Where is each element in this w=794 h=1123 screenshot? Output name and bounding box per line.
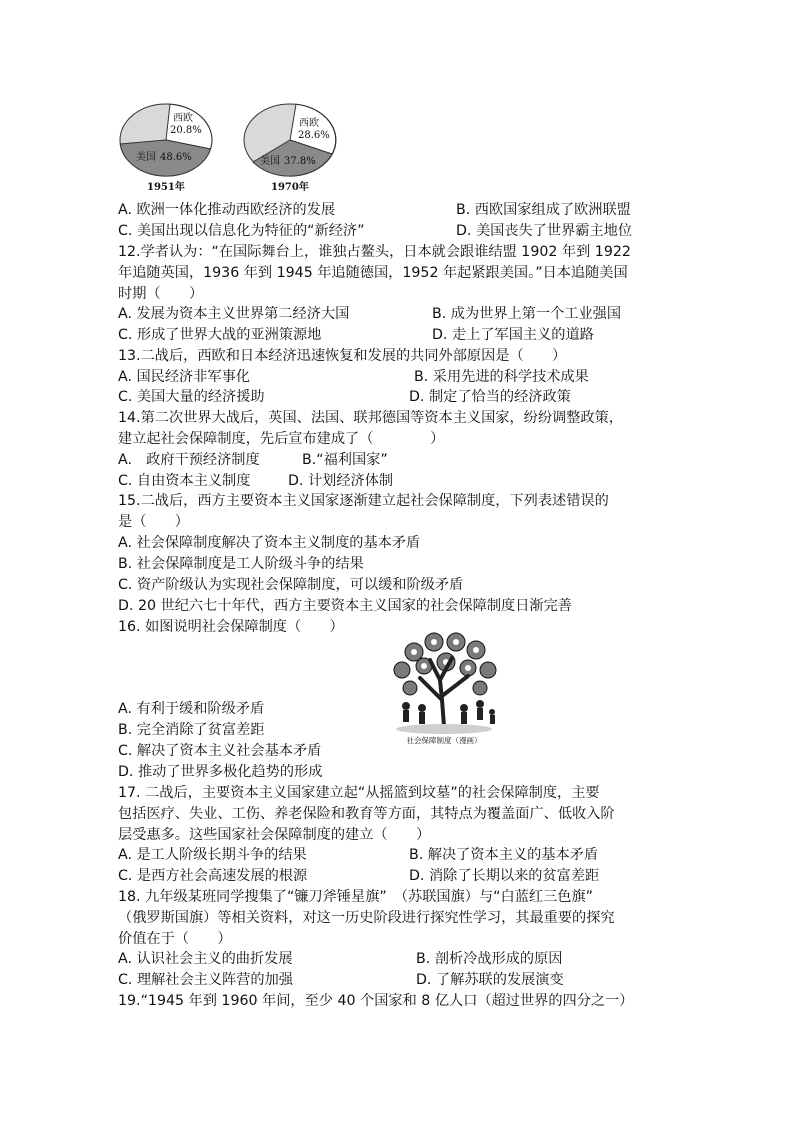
q17-option-b[interactable]: B. 解决了资本主义的基本矛盾 bbox=[409, 847, 599, 863]
q17-stem-line1: 17. 二战后，主要资本主义国家建立起“从摇篮到坟墓”的社会保障制度，主要 bbox=[118, 785, 600, 801]
q16-option-a[interactable]: A. 有利于缓和阶级矛盾 bbox=[118, 701, 265, 717]
q12-stem-line3: 时期（ ） bbox=[118, 286, 204, 302]
q18-stem-line1: 18. 九年级某班同学搜集了“镰刀斧锤星旗” （苏联国旗）与“白蓝红三色旗” bbox=[118, 889, 594, 905]
pie-value-usa: 48.6% bbox=[160, 152, 192, 163]
q18-option-d[interactable]: D. 了解苏联的发展演变 bbox=[416, 972, 564, 988]
q17-stem-line2: 包括医疗、失业、工伤、养老保险和教育等方面，其特点为覆盖面广、低收入阶 bbox=[118, 806, 615, 822]
q15-option-b[interactable]: B. 社会保障制度是工人阶级斗争的结果 bbox=[118, 556, 364, 572]
q17-option-d[interactable]: D. 消除了长期以来的贫富差距 bbox=[409, 868, 600, 884]
q18-stem-line3: 价值在于（ ） bbox=[118, 931, 232, 947]
pie-chart-1951 bbox=[118, 102, 218, 194]
social-security-cartoon bbox=[384, 630, 504, 748]
q14-stem-line1: 14.第二次世界大战后，英国、法国、联邦德国等资本主义国家，纷纷调整政策， bbox=[118, 410, 623, 426]
q11-option-b[interactable]: B. 西欧国家组成了欧洲联盟 bbox=[456, 202, 631, 218]
q15-option-c[interactable]: C. 资产阶级认为实现社会保障制度，可以缓和阶级矛盾 bbox=[118, 577, 464, 593]
q11-option-a[interactable]: A. 欧洲一体化推动西欧经济的发展 bbox=[118, 202, 336, 218]
pie-value-usa: 37.8% bbox=[284, 156, 316, 167]
q14-option-d[interactable]: D. 计划经济体制 bbox=[288, 473, 394, 489]
pie-label-usa: 美国 bbox=[260, 156, 280, 167]
q12-option-c[interactable]: C. 形成了世界大战的亚洲策源地 bbox=[118, 327, 322, 343]
q17-option-c[interactable]: C. 是西方社会高速发展的根源 bbox=[118, 868, 308, 884]
q17-option-a[interactable]: A. 是工人阶级长期斗争的结果 bbox=[118, 847, 307, 863]
pie-year-label: 1951年 bbox=[147, 182, 185, 193]
q14-option-c[interactable]: C. 自由资本主义制度 bbox=[118, 473, 251, 489]
q17-stem-line3: 层受惠多。这些国家社会保障制度的建立（ ） bbox=[118, 827, 431, 843]
pie-year-label: 1970年 bbox=[271, 182, 309, 193]
pie-chart-1970 bbox=[242, 102, 342, 194]
q15-option-a[interactable]: A. 社会保障制度解决了资本主义制度的基本矛盾 bbox=[118, 535, 421, 551]
q16-option-d[interactable]: D. 推动了世界多极化趋势的形成 bbox=[118, 764, 323, 780]
q16-option-c[interactable]: C. 解决了资本主义社会基本矛盾 bbox=[118, 743, 322, 759]
q18-stem-line2: （俄罗斯国旗）等相关资料，对这一历史阶段进行探究性学习，其最重要的探究 bbox=[118, 910, 615, 926]
q12-option-b[interactable]: B. 成为世界上第一个工业强国 bbox=[432, 306, 622, 322]
q12-option-d[interactable]: D. 走上了军国主义的道路 bbox=[432, 327, 594, 343]
q18-option-c[interactable]: C. 理解社会主义阵营的加强 bbox=[118, 972, 293, 988]
pie-label-west-europe: 西欧 bbox=[299, 118, 319, 129]
q16-stem: 16. 如图说明社会保障制度（ ） bbox=[118, 619, 344, 635]
q19-stem-line1: 19.“1945 年到 1960 年间，至少 40 个国家和 8 亿人口（超过世界的四分之一） bbox=[118, 993, 634, 1009]
q13-option-d[interactable]: D. 制定了恰当的经济政策 bbox=[409, 389, 571, 405]
q11-option-d[interactable]: D. 美国丧失了世界霸主地位 bbox=[456, 223, 633, 239]
q15-stem-line1: 15.二战后，西方主要资本主义国家逐渐建立起社会保障制度，下列表述错误的 bbox=[118, 493, 609, 509]
q13-option-c[interactable]: C. 美国大量的经济援助 bbox=[118, 389, 265, 405]
q14-option-a[interactable]: A. 政府干预经济制度 bbox=[118, 452, 260, 468]
q15-stem-line2: 是（ ） bbox=[118, 514, 189, 530]
cartoon-caption: 社会保障制度（漫画） bbox=[406, 736, 482, 745]
pie-value-west-europe: 20.8% bbox=[170, 125, 202, 136]
pie-label-usa: 美国 bbox=[136, 152, 156, 163]
pie-value-west-europe: 28.6% bbox=[298, 130, 330, 141]
q15-option-d[interactable]: D. 20 世纪六七十年代，西方主要资本主义国家的社会保障制度日渐完善 bbox=[118, 598, 572, 614]
q11-option-c[interactable]: C. 美国出现以信息化为特征的“新经济” bbox=[118, 223, 365, 239]
q16-option-b[interactable]: B. 完全消除了贫富差距 bbox=[118, 722, 265, 738]
q13-stem: 13.二战后，西欧和日本经济迅速恢复和发展的共同外部原因是（ ） bbox=[118, 348, 567, 364]
q14-stem-line2: 建立起社会保障制度，先后宣布建成了（ ） bbox=[118, 431, 445, 447]
q13-option-a[interactable]: A. 国民经济非军事化 bbox=[118, 369, 250, 385]
pie-label-west-europe: 西欧 bbox=[173, 113, 193, 124]
q12-stem-line2: 年追随英国，1936 年到 1945 年追随德国，1952 年起紧跟美国。”日本追随美国 bbox=[118, 265, 628, 281]
q14-option-b[interactable]: B.“福利国家” bbox=[302, 452, 388, 468]
q12-stem-line1: 12.学者认为：“在国际舞台上，谁独占鳌头，日本就会跟谁结盟 1902 年到 1922 bbox=[118, 244, 631, 260]
q12-option-a[interactable]: A. 发展为资本主义世界第二经济大国 bbox=[118, 306, 350, 322]
q18-option-b[interactable]: B. 剖析冷战形成的原因 bbox=[416, 951, 563, 967]
q18-option-a[interactable]: A. 认识社会主义的曲折发展 bbox=[118, 951, 293, 967]
q13-option-b[interactable]: B. 采用先进的科学技术成果 bbox=[414, 369, 589, 385]
